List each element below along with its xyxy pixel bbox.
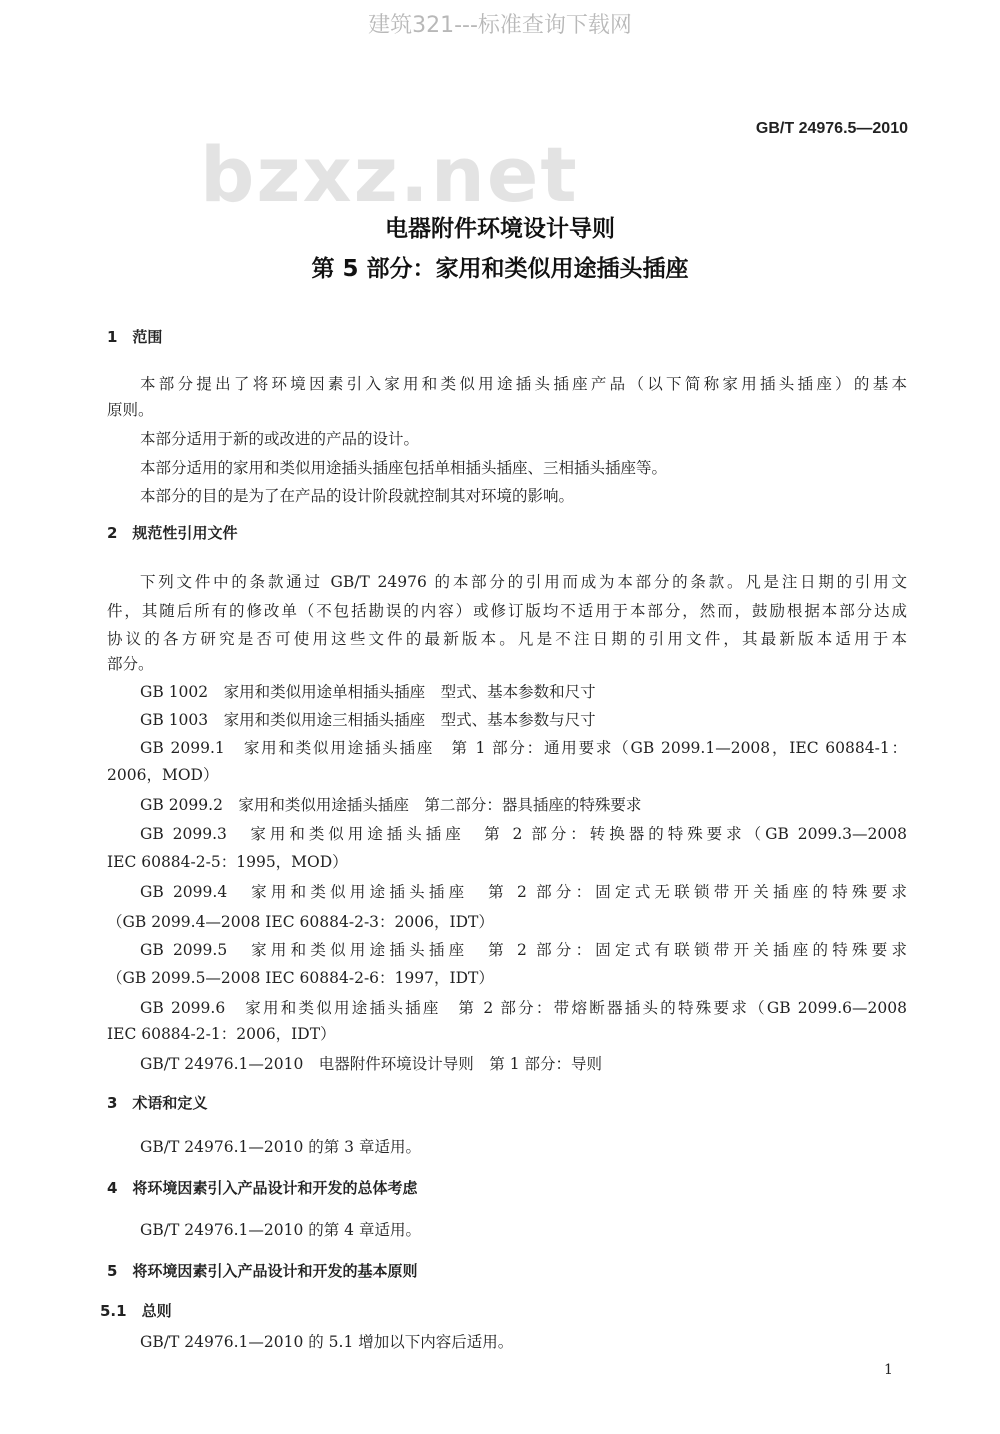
reference-item-cont: （GB 2099.5—2008 IEC 60884-2-6：1997，IDT）	[107, 969, 494, 987]
reference-item: GB 2099.2 家用和类似用途插头插座 第二部分：器具插座的特殊要求	[140, 796, 642, 814]
paragraph: 件，其随后所有的修改单（不包括勘误的内容）或修订版均不适用于本部分，然而，鼓励根据本部分达成	[107, 602, 907, 620]
reference-item: GB 2099.4 家用和类似用途插头插座 第 2 部分：固定式无联锁带开关插座的特殊要求	[140, 883, 907, 901]
paragraph: 原则。	[107, 401, 154, 419]
paragraph: 协议的各方研究是否可使用这些文件的最新版本。凡是不注日期的引用文件，其最新版本适用于本	[107, 630, 907, 648]
reference-item: GB 1002 家用和类似用途单相插头插座 型式、基本参数和尺寸	[140, 683, 596, 701]
reference-item-cont: IEC 60884-2-5：1995，MOD）	[107, 853, 348, 871]
paragraph: 本部分适用的家用和类似用途插头插座包括单相插头插座、三相插头插座等。	[140, 459, 668, 477]
paragraph: 部分。	[107, 655, 154, 673]
paragraph: GB/T 24976.1—2010 的第 4 章适用。	[140, 1221, 421, 1239]
document-subtitle: 第 5 部分：家用和类似用途插头插座	[311, 256, 689, 282]
paragraph: 本部分的目的是为了在产品的设计阶段就控制其对环境的影响。	[140, 487, 575, 505]
reference-item-cont: IEC 60884-2-1：2006，IDT）	[107, 1025, 336, 1043]
paragraph: 本部分适用于新的或改进的产品的设计。	[140, 430, 420, 448]
reference-item: GB 2099.6 家用和类似用途插头插座 第 2 部分：带熔断器插头的特殊要求（GB 2099.6—2008	[140, 999, 907, 1017]
paragraph: GB/T 24976.1—2010 的 5.1 增加以下内容后适用。	[140, 1333, 514, 1351]
paragraph: 下列文件中的条款通过 GB/T 24976 的本部分的引用而成为本部分的条款。凡是注日期的引用文	[140, 573, 907, 591]
section-heading-2: 2 规范性引用文件	[107, 524, 238, 542]
site-watermark: 建筑321---标准查询下载网	[368, 13, 632, 38]
section-heading-5: 5 将环境因素引入产品设计和开发的基本原则	[107, 1262, 418, 1280]
reference-item: GB/T 24976.1—2010 电器附件环境设计导则 第 1 部分：导则	[140, 1055, 603, 1073]
section-heading-3: 3 术语和定义	[107, 1094, 208, 1112]
reference-item: GB 2099.5 家用和类似用途插头插座 第 2 部分：固定式有联锁带开关插座的特殊要求	[140, 941, 907, 959]
logo-watermark: bzxz.net	[200, 130, 579, 219]
reference-item: GB 1003 家用和类似用途三相插头插座 型式、基本参数与尺寸	[140, 711, 596, 729]
reference-item: GB 2099.1 家用和类似用途插头插座 第 1 部分：通用要求（GB 2099.1—2008，IEC 60884-1：	[140, 739, 907, 757]
document-title: 电器附件环境设计导则	[385, 216, 615, 242]
section-heading-4: 4 将环境因素引入产品设计和开发的总体考虑	[107, 1179, 418, 1197]
section-heading-1: 1 范围	[107, 328, 163, 346]
paragraph: GB/T 24976.1—2010 的第 3 章适用。	[140, 1138, 421, 1156]
reference-item: GB 2099.3 家用和类似用途插头插座 第 2 部分：转换器的特殊要求（GB 2099.3—2008	[140, 825, 907, 843]
reference-item-cont: （GB 2099.4—2008 IEC 60884-2-3：2006，IDT）	[107, 913, 494, 931]
section-heading-5-1: 5.1 总则	[100, 1302, 172, 1320]
paragraph: 本部分提出了将环境因素引入家用和类似用途插头插座产品（以下简称家用插头插座）的基本	[140, 375, 907, 393]
page-number: 1	[884, 1362, 893, 1378]
standard-number: GB/T 24976.5—2010	[755, 120, 908, 137]
reference-item-cont: 2006，MOD）	[107, 766, 219, 784]
